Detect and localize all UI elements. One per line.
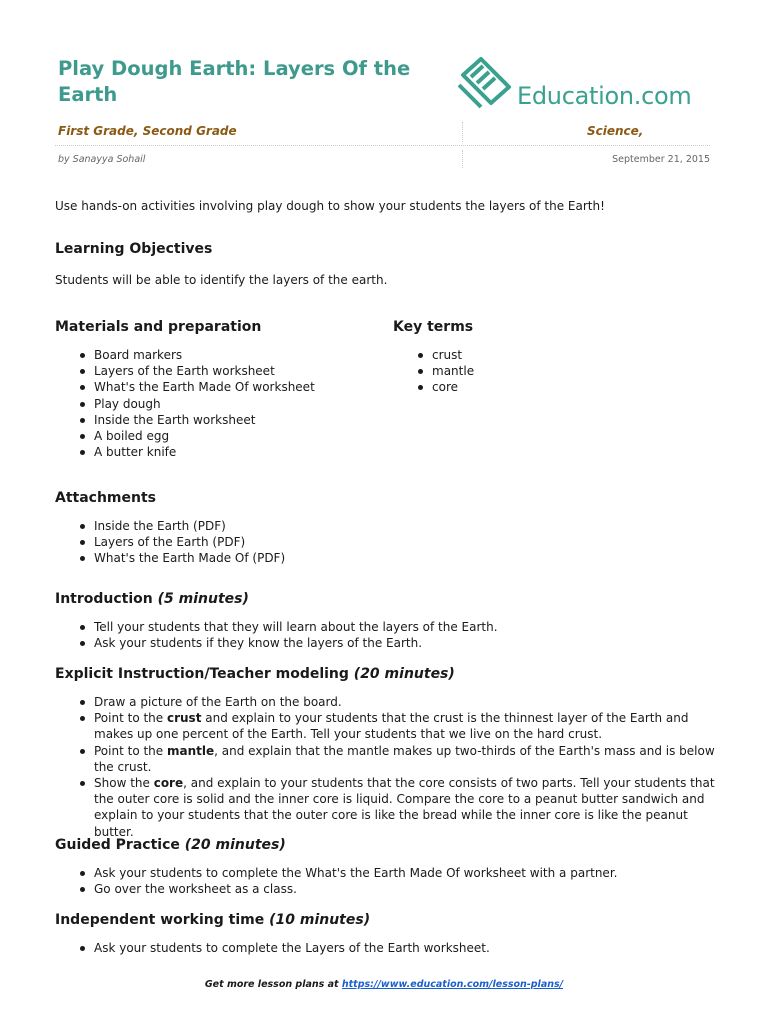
attachments-heading: Attachments — [55, 490, 157, 506]
introduction-heading — [55, 590, 249, 608]
grade-levels: First Grade, Second Grade — [58, 124, 237, 138]
education-com-logo[interactable] — [455, 55, 720, 115]
list-item: Tell your students that they will learn about the layers of the Earth. — [78, 619, 718, 635]
guided-practice-list — [78, 865, 718, 897]
list-item: Point to the crust and explain to your students that the crust is the thinnest layer of the Earth and makes up one percent of the Earth. Tell your students that we live on the hard crust. — [78, 710, 718, 742]
section-title: Introduction — [55, 591, 153, 607]
list-item: What's the Earth Made Of worksheet — [78, 379, 378, 395]
logo-wordmark: Education.com — [517, 82, 692, 110]
horizontal-divider — [55, 145, 710, 146]
list-item: Play dough — [78, 396, 378, 412]
independent-list — [78, 940, 718, 956]
explicit-instruction-list — [78, 694, 718, 840]
materials-list — [78, 347, 378, 460]
list-item: mantle — [416, 363, 616, 379]
learning-objectives-heading: Learning Objectives — [55, 241, 213, 257]
list-item: Point to the mantle, and explain that the mantle makes up two-thirds of the Earth's mass and is below the crust. — [78, 743, 718, 775]
list-item: core — [416, 379, 616, 395]
introduction-list — [78, 619, 718, 651]
term-mantle: mantle — [166, 743, 215, 758]
attachment-link[interactable]: What's the Earth Made Of (PDF) — [78, 550, 478, 566]
footer-text: Get more lesson plans at — [204, 979, 342, 990]
list-item: Show the core, and explain to your students that the core consists of two parts. Tell your students that the outer core is solid and the inner core is liquid. Compare the core to a peanut butter sandwich and explain to your students that the outer core is like the bread while the inner core is like the peanut butter. — [78, 775, 718, 840]
section-duration: (20 minutes) — [353, 666, 455, 682]
section-title: Explicit Instruction/Teacher modeling — [55, 666, 349, 682]
list-item: Go over the worksheet as a class. — [78, 881, 718, 897]
author: by Sanayya Sohail — [58, 154, 146, 165]
list-item: crust — [416, 347, 616, 363]
section-duration: (10 minutes) — [269, 912, 371, 928]
list-item: Inside the Earth worksheet — [78, 412, 378, 428]
materials-heading: Materials and preparation — [55, 319, 262, 335]
list-item: Board markers — [78, 347, 378, 363]
section-duration: (20 minutes) — [184, 837, 286, 853]
logo-mark-icon — [455, 55, 515, 113]
learning-objectives-text: Students will be able to identify the layers of the earth. — [55, 273, 388, 287]
independent-heading — [55, 911, 370, 929]
term-core: core — [153, 776, 184, 791]
vertical-divider — [462, 150, 463, 168]
subject: Science, — [587, 124, 644, 138]
list-item: Ask your students if they know the layers of the Earth. — [78, 635, 718, 651]
explicit-instruction-heading — [55, 665, 455, 683]
list-item: A butter knife — [78, 444, 378, 460]
publish-date: September 21, 2015 — [612, 154, 710, 165]
key-terms-heading: Key terms — [393, 319, 474, 335]
list-item: A boiled egg — [78, 428, 378, 444]
term-crust: crust — [166, 711, 202, 726]
list-item: Ask your students to complete the Layers of the Earth worksheet. — [78, 940, 718, 956]
vertical-divider — [462, 122, 463, 142]
intro-text: Use hands-on activities involving play dough to show your students the layers of the Earth! — [55, 199, 605, 213]
attachment-link[interactable]: Inside the Earth (PDF) — [78, 518, 478, 534]
lesson-plans-link[interactable]: https://www.education.com/lesson-plans/ — [341, 979, 564, 990]
key-terms-list — [416, 347, 616, 396]
section-title: Guided Practice — [55, 837, 180, 853]
list-item: Draw a picture of the Earth on the board. — [78, 694, 718, 710]
section-title: Independent working time — [55, 912, 265, 928]
page-title: Play Dough Earth: Layers Of the Earth — [58, 57, 411, 106]
footer — [0, 979, 768, 990]
list-item: Ask your students to complete the What's the Earth Made Of worksheet with a partner. — [78, 865, 718, 881]
list-item: Layers of the Earth worksheet — [78, 363, 378, 379]
attachment-link[interactable]: Layers of the Earth (PDF) — [78, 534, 478, 550]
section-duration: (5 minutes) — [157, 591, 249, 607]
attachments-list — [78, 518, 478, 567]
guided-practice-heading — [55, 836, 286, 854]
